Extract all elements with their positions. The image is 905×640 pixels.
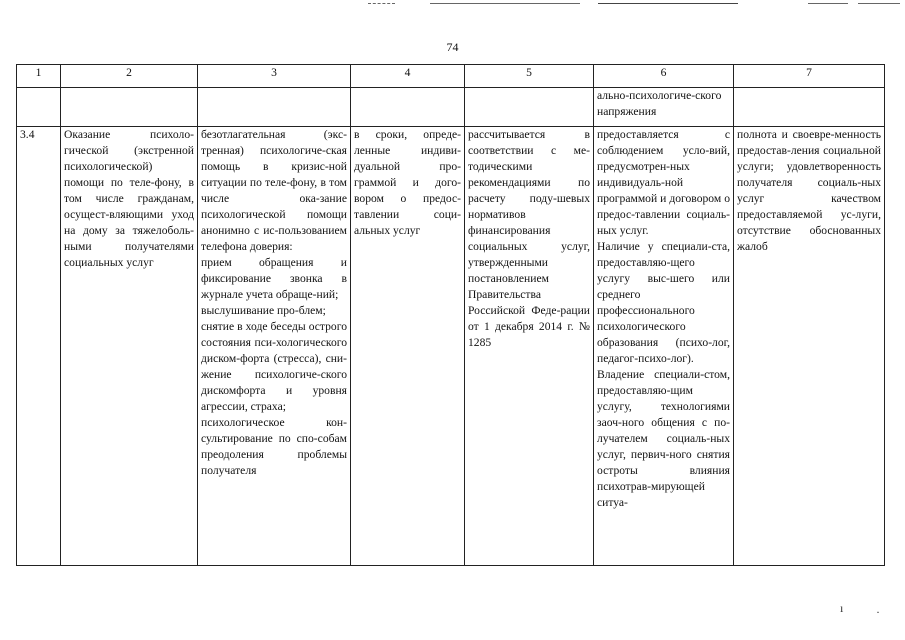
top-edge-rule — [858, 3, 900, 4]
continuation-row — [17, 88, 885, 127]
conditions-paragraph: предоставляется с соблюдением усло-вий, предусмотрен-ных индивидуаль-ной программой и договором о предос-тавлении социаль-ных услуг. — [597, 128, 730, 237]
top-edge-rule — [368, 3, 395, 4]
column-header: 1 — [17, 65, 61, 88]
table-cell — [17, 88, 61, 127]
table-cell — [465, 88, 594, 127]
header-row — [17, 65, 885, 88]
service-description — [198, 127, 351, 566]
table-cell — [734, 88, 885, 127]
continuation-text: ально-психологиче-ского напряжения — [594, 88, 734, 127]
top-edge-rule — [430, 3, 580, 4]
service-name: Оказание психоло-гической (экстренной психологической) помощи по теле-фону, в том числе гражданам, осущест-вляющими уход на дому за тяжелоболь-ными получателями социальных услуг — [61, 127, 198, 566]
scan-mark: ı — [840, 601, 844, 615]
services-table — [16, 64, 885, 566]
column-header: 3 — [198, 65, 351, 88]
table-cell — [61, 88, 198, 127]
page-number: 74 — [446, 40, 459, 54]
scan-mark: · — [876, 605, 880, 619]
column-header: 5 — [465, 65, 594, 88]
financing-norms: рассчитывается в соответствии с ме-тодическими рекомендациями по расчету поду-шевых нормативов финансирования социальных услуг, утвержденными постановлением Правительства Российской Феде-рации от 1 декабря 2014 г. № 1285 — [465, 127, 594, 566]
column-header: 2 — [61, 65, 198, 88]
column-header: 7 — [734, 65, 885, 88]
conditions-paragraph: Владение специали-стом, предоставляю-щим услугу, технологиями заоч-ного общения с по-лучателем социаль-ных услуг, первич-ного снятия остроты влияния психотрав-мирующей ситуа- — [597, 368, 730, 509]
top-edge-rule — [598, 3, 738, 4]
conditions-paragraph: Наличие у специали-ста, предоставляю-щего услугу выс-шего или среднего профессионального психологического образования (психо-лог, педагог-психо-лог). — [597, 240, 730, 365]
service-conditions — [594, 127, 734, 566]
table-cell — [351, 88, 465, 127]
column-header: 4 — [351, 65, 465, 88]
description-item: выслушивание про-блем; — [201, 304, 326, 317]
description-item: прием обращения и фиксирование звонка в журнале учета обраще-ний; — [201, 256, 347, 301]
column-header: 6 — [594, 65, 734, 88]
description-intro: безотлагательная (экс-тренная) психологиче-ская помощь в кризис-ной ситуации по теле-фону, в том числе ока-зание психологической помощи анонимно с ис-пользованием телефона доверия: — [201, 128, 347, 253]
description-item: психологическое кон-сультирование по спо-собам преодоления проблемы получателя — [201, 416, 347, 477]
table-cell — [198, 88, 351, 127]
quality-indicators: полнота и своевре-менность предостав-ления социальной услуги; удовлетворенность получателя социаль-ных услуг качеством предоставляемой ус-луги, отсутствие обоснованных жалоб — [734, 127, 885, 566]
top-edge-rule — [808, 3, 848, 4]
table-row — [17, 127, 885, 566]
row-number: 3.4 — [17, 127, 61, 566]
description-item: снятие в ходе беседы острого состояния пси-хологического диском-форта (стресса), сни-жение психологиче-ского дискомфорта и уровня агрессии, страха; — [201, 320, 347, 413]
service-terms: в сроки, опреде-ленные индиви-дуальной про-граммой и дого-вором о предос-тавлении соци-альных услуг — [351, 127, 465, 566]
